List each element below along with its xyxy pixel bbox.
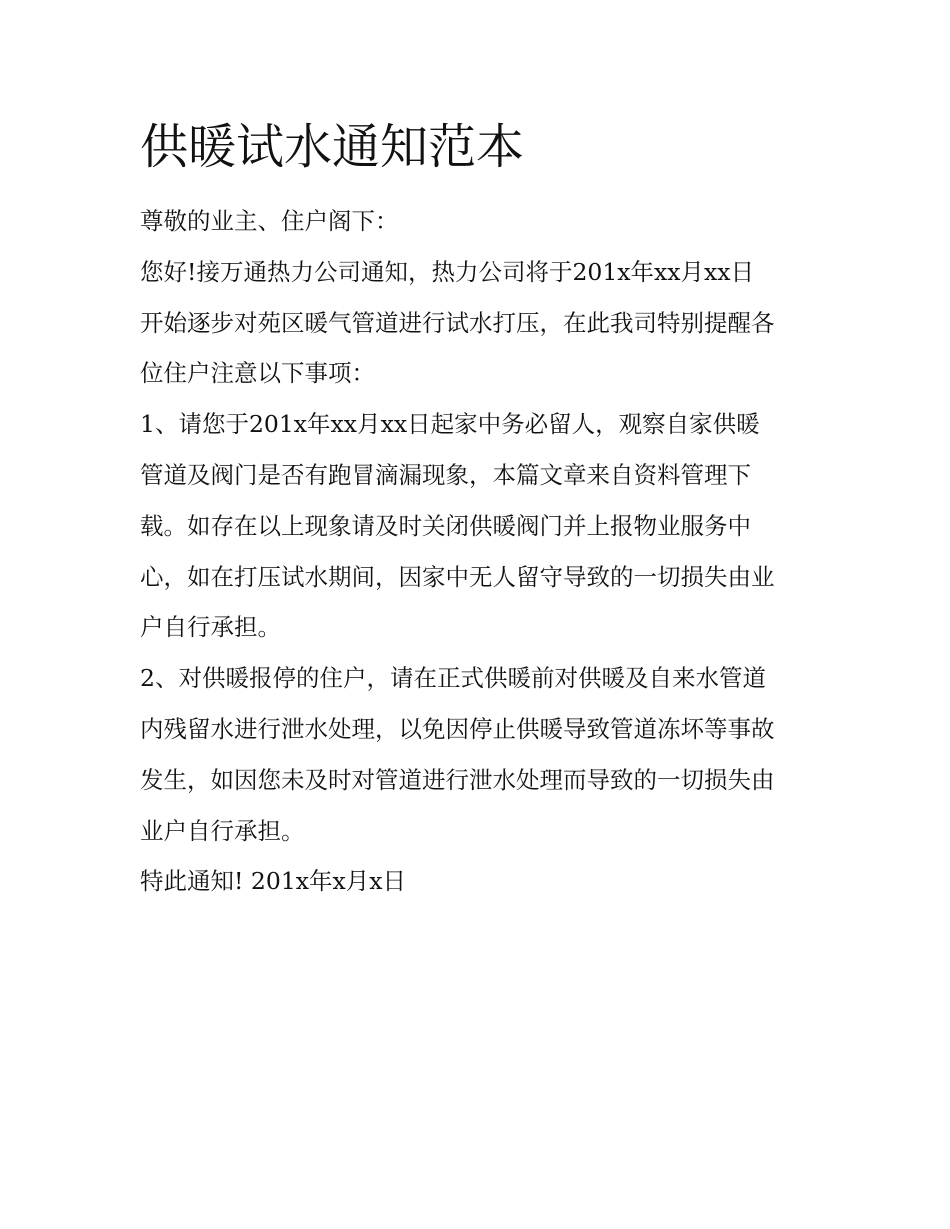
greeting-paragraph: 尊敬的业主、住户阁下： <box>140 207 399 235</box>
document-title: 供暖试水通知范本 <box>140 119 525 175</box>
document-body <box>140 196 820 907</box>
intro-paragraph: 您好!接万通热力公司通知，热力公司将于201x年xx月xx日 开始逐步对苑区暖气管道进行试水打压，在此我司特别提醒各 位住户注意以下事项： <box>140 257 775 388</box>
item-1-paragraph: 1、请您于201x年xx月xx日起家中务必留人，观察自家供暖 管道及阀门是否有跑冒滴漏现象，本篇文章来自资料管理下 载。如存在以上现象请及时关闭供暖阀门并上报物业服务中 心，如在打压试水期间，因家中无人留守导致的一切损失由业 户自行承担。 <box>140 410 775 642</box>
item-2-paragraph: 2、对供暖报停的住户，请在正式供暖前对供暖及自来水管道 内残留水进行泄水处理，以免因停止供暖导致管道冻坏等事故 发生，如因您未及时对管道进行泄水处理而导致的一切损失由 业户自行承担。 <box>140 664 775 845</box>
closing-paragraph: 特此通知! 201x年x月x日 <box>140 867 407 896</box>
